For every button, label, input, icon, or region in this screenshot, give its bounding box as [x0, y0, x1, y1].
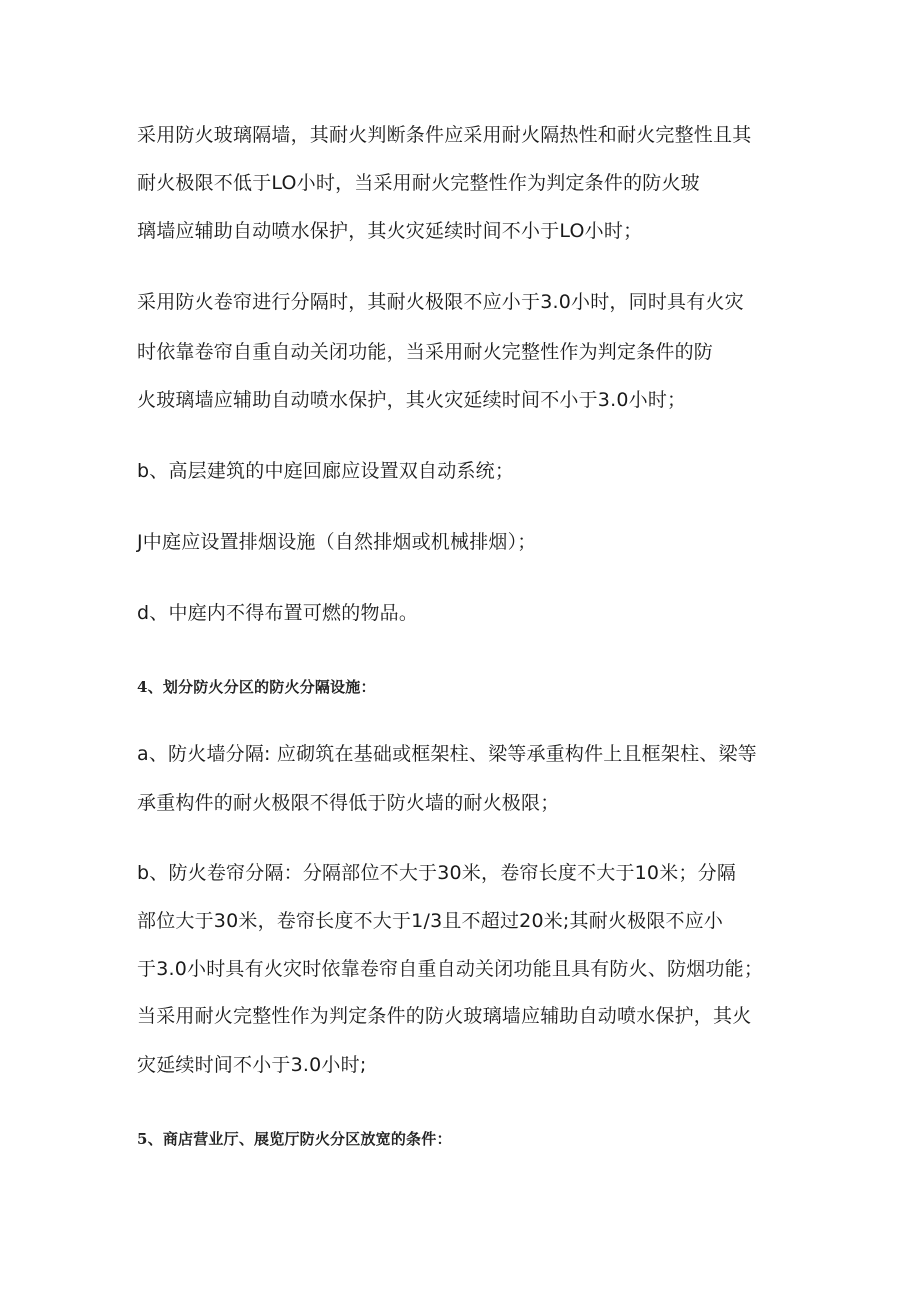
text-line: 承重构件的耐火极限不得低于防火墙的耐火极限； [137, 792, 560, 814]
list-item-b-atrium: b、高层建筑的中庭回廊应设置双自动系统； [137, 460, 515, 482]
text-line: 火玻璃墙应辅助自动喷水保护，其火灾延续时间不小于3.0小时； [137, 389, 687, 411]
list-item-c-smoke: J中庭应设置排烟设施（自然排烟或机械排烟）； [137, 531, 537, 553]
text-line: b、防火卷帘分隔：分隔部位不大于30米，卷帘长度不大于10米；分隔 [137, 862, 737, 884]
text-line: 采用防火玻璃隔墙，其耐火判断条件应采用耐火隔热性和耐火完整性且其 [137, 124, 752, 146]
text-line: a、防火墙分隔: 应砌筑在基础或框架柱、梁等承重构件上且框架柱、梁等 [137, 743, 757, 765]
text-line: 耐火极限不低于LO小时，当采用耐火完整性作为判定条件的防火玻 [137, 172, 700, 194]
text-line: 灾延续时间不小于3.0小时; [137, 1054, 367, 1076]
section-heading-4: 4、划分防火分区的防火分隔设施： [137, 678, 376, 696]
section-heading-5: 5、商店营业厅、展览厅防火分区放宽的条件： [137, 1130, 452, 1148]
text-line: 采用防火卷帘进行分隔时，其耐火极限不应小于3.0小时，同时具有火灾 [137, 291, 744, 313]
text-line: 当采用耐火完整性作为判定条件的防火玻璃墙应辅助自动喷水保护，其火 [137, 1005, 752, 1027]
text-line: 于3.0小时具有火灾时依靠卷帘自重自动关闭功能且具有防火、防烟功能； [137, 958, 764, 980]
text-line: 璃墙应辅助自动喷水保护，其火灾延续时间不小于LO小时； [137, 220, 643, 242]
text-line: 时依靠卷帘自重自动关闭功能，当采用耐火完整性作为判定条件的防 [137, 341, 714, 363]
text-line: 部位大于30米，卷帘长度不大于1/3且不超过20米;其耐火极限不应小 [137, 910, 724, 932]
list-item-d-items: d、中庭内不得布置可燃的物品。 [137, 602, 419, 624]
